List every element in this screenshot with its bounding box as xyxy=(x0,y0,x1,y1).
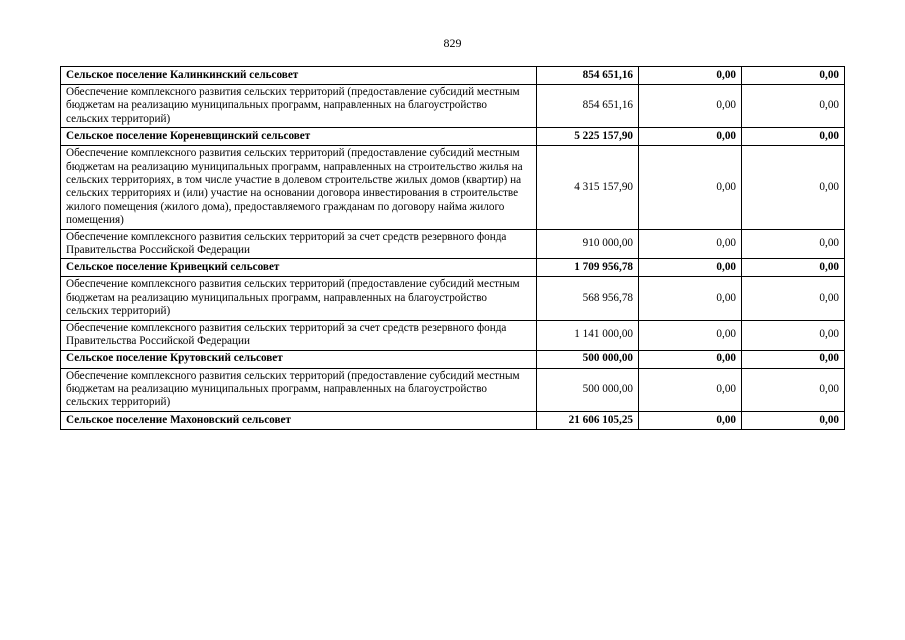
table-row-group xyxy=(61,67,845,85)
row-value-2: 0,00 xyxy=(639,85,742,128)
row-value-3: 0,00 xyxy=(742,128,845,146)
row-value-2: 0,00 xyxy=(639,146,742,229)
row-value-3: 0,00 xyxy=(742,85,845,128)
row-value-1: 21 606 105,25 xyxy=(537,411,639,429)
row-name: Обеспечение комплексного развития сельских территорий (предоставление субсидий местным бюджетам на реализацию муниципальных программ, направленных на благоустройство сельских территорий) xyxy=(61,277,537,320)
row-name: Сельское поселение Калинкинский сельсовет xyxy=(61,67,537,85)
row-value-3: 0,00 xyxy=(742,368,845,411)
row-value-2: 0,00 xyxy=(639,67,742,85)
table-row-group xyxy=(61,128,845,146)
budget-table xyxy=(60,66,845,430)
table-row xyxy=(61,85,845,128)
row-value-2: 0,00 xyxy=(639,229,742,259)
row-value-2: 0,00 xyxy=(639,259,742,277)
row-value-1: 854 651,16 xyxy=(537,67,639,85)
row-value-2: 0,00 xyxy=(639,411,742,429)
row-value-1: 910 000,00 xyxy=(537,229,639,259)
row-value-3: 0,00 xyxy=(742,277,845,320)
row-name: Сельское поселение Кореневщинский сельсовет xyxy=(61,128,537,146)
row-value-1: 568 956,78 xyxy=(537,277,639,320)
row-value-1: 500 000,00 xyxy=(537,368,639,411)
row-value-3: 0,00 xyxy=(742,259,845,277)
row-name: Обеспечение комплексного развития сельских территорий (предоставление субсидий местным бюджетам на реализацию муниципальных программ, направленных на благоустройство сельских территорий) xyxy=(61,368,537,411)
row-value-1: 500 000,00 xyxy=(537,350,639,368)
page-number: 829 xyxy=(443,36,462,50)
table-row-group xyxy=(61,411,845,429)
row-name: Обеспечение комплексного развития сельских территорий (предоставление субсидий местным бюджетам на реализацию муниципальных программ, направленных на благоустройство сельских территорий) xyxy=(61,85,537,128)
row-value-3: 0,00 xyxy=(742,411,845,429)
row-value-2: 0,00 xyxy=(639,320,742,350)
row-value-2: 0,00 xyxy=(639,128,742,146)
table-row xyxy=(61,146,845,229)
row-value-3: 0,00 xyxy=(742,350,845,368)
row-value-1: 5 225 157,90 xyxy=(537,128,639,146)
row-name: Обеспечение комплексного развития сельских территорий за счет средств резервного фонда Правительства Российской Федерации xyxy=(61,229,537,259)
row-name: Сельское поселение Кривецкий сельсовет xyxy=(61,259,537,277)
row-value-3: 0,00 xyxy=(742,320,845,350)
row-value-1: 854 651,16 xyxy=(537,85,639,128)
row-value-2: 0,00 xyxy=(639,277,742,320)
table-row-group xyxy=(61,350,845,368)
row-value-2: 0,00 xyxy=(639,350,742,368)
row-value-2: 0,00 xyxy=(639,368,742,411)
table-row xyxy=(61,368,845,411)
row-name: Обеспечение комплексного развития сельских территорий за счет средств резервного фонда Правительства Российской Федерации xyxy=(61,320,537,350)
row-value-1: 1 709 956,78 xyxy=(537,259,639,277)
row-value-3: 0,00 xyxy=(742,229,845,259)
row-name: Обеспечение комплексного развития сельских территорий (предоставление субсидий местным бюджетам на реализацию муниципальных программ, направленных на строительство жилья на сельских территориях, в том числе участие в долевом строительстве жилых домов (квартир) на сельских территориях и (или) участие на основании договора инвестирования в строительстве жилого помещения (жилого дома), предоставляемого гражданам по договору найма жилого помещения) xyxy=(61,146,537,229)
row-value-3: 0,00 xyxy=(742,146,845,229)
row-value-1: 4 315 157,90 xyxy=(537,146,639,229)
row-value-3: 0,00 xyxy=(742,67,845,85)
row-name: Сельское поселение Крутовский сельсовет xyxy=(61,350,537,368)
table-row xyxy=(61,229,845,259)
table-row xyxy=(61,277,845,320)
table-row xyxy=(61,320,845,350)
table-row-group xyxy=(61,259,845,277)
row-value-1: 1 141 000,00 xyxy=(537,320,639,350)
row-name: Сельское поселение Махоновский сельсовет xyxy=(61,411,537,429)
